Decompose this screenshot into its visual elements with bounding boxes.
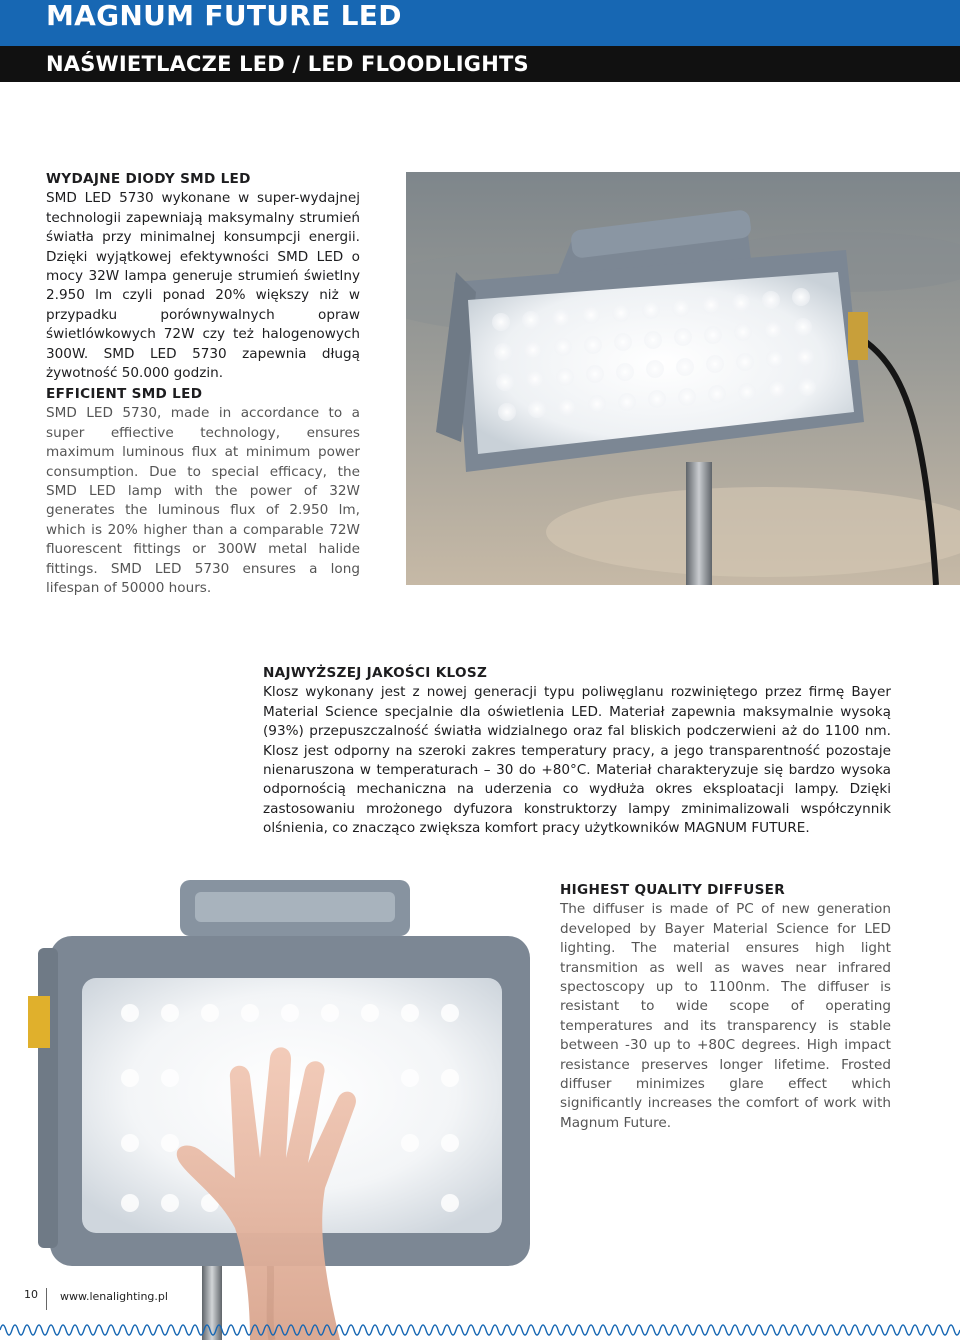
section-heading: WYDAJNE DIODY SMD LED	[46, 171, 251, 187]
page-footer	[0, 1280, 960, 1340]
title-bar	[0, 0, 960, 46]
section-efficient-led-pl	[46, 170, 360, 383]
section-diffuser-en	[560, 881, 891, 1133]
section-heading: NAJWYŻSZEJ JAKOŚCI KLOSZ	[263, 665, 488, 681]
wave-pattern-strip	[0, 1318, 960, 1340]
page-subtitle: NAŚWIETLACZE LED / LED FLOODLIGHTS	[46, 52, 529, 76]
section-body: SMD LED 5730, made in accordance to a super effiective technology, ensures maximum luminous flux at minimum power consumption. Due to special efficacy, the SMD LED lamp with the power of 32W generates the luminous flux of 2.950 lm, which is 20% higher than a comparable 72W fluorescent fittings or 300W metal halide fittings. SMD LED 5730 ensures a long lifespan of 50000 hours.	[46, 405, 360, 597]
footer-website-link[interactable]: www.lenalighting.pl	[60, 1290, 168, 1303]
page-title: MAGNUM FUTURE LED	[46, 0, 402, 32]
section-body: SMD LED 5730 wykonane w super-wydajnej technologii zapewniają maksymalny strumień światła przy minimalnej konsumpcji energii. Dzięki wyjątkowej efektywności SMD LED o mocy 32W lampa generuje strumień świetlny 2.950 lm czyli ponad 20% większy niż w przypadku porównywalnych opraw świetlówkowych 72W czy też halogenowych 300W. SMD LED 5730 zapewnia długą żywotność 50.000 godzin.	[46, 190, 360, 382]
subtitle-bar	[0, 46, 960, 82]
hand-on-diffuser-photo	[20, 878, 540, 1340]
floodlight-on-pole-photo	[406, 172, 960, 585]
section-efficient-led-en	[46, 385, 360, 598]
section-diffuser-pl	[263, 664, 891, 839]
footer-divider	[46, 1288, 47, 1310]
section-heading: HIGHEST QUALITY DIFFUSER	[560, 882, 786, 898]
section-heading: EFFICIENT SMD LED	[46, 386, 203, 402]
page-number: 10	[24, 1288, 38, 1301]
section-body: Klosz wykonany jest z nowej generacji typu poliwęglanu rozwiniętego przez firmę Bayer Material Science specjalnie dla oświetlenia LED. Materiał zapewnia maksymalnie wysoką (93%) przepuszczalność światła widzialnego oraz fal bliskich podczerwieni aż do 1100 nm. Klosz jest odporny na szeroki zakres temperatury pracy, a jego transparentność pozostaje nienaruszona w temperaturach – 30 do +80°C. Materiał charakteryzuje się bardzo wysoka odpornością mechaniczna na uderzenia co wydłuża okres eksploatacji lampy. Dzięki zastosowaniu mrożonego dyfuzora konstruktorzy lampy zminimalizowali współczynnik olśnienia, co znacząco zwiększa komfort pracy użytkowników MAGNUM FUTURE.	[263, 684, 891, 837]
section-body: The diffuser is made of PC of new generation developed by Bayer Material Science for LED lighting. The material ensures high light transmition as well as waves near infrared spectoscopy up to 1100nm. The diffuser is resistant to wide scope of operating temperatures and its transparency is stable between -30 up to +80C degrees. High impact resistance preserves longer lifetime. Frosted diffuser minimizes glare effect which significantly increases the comfort of work with Magnum Future.	[560, 901, 891, 1131]
